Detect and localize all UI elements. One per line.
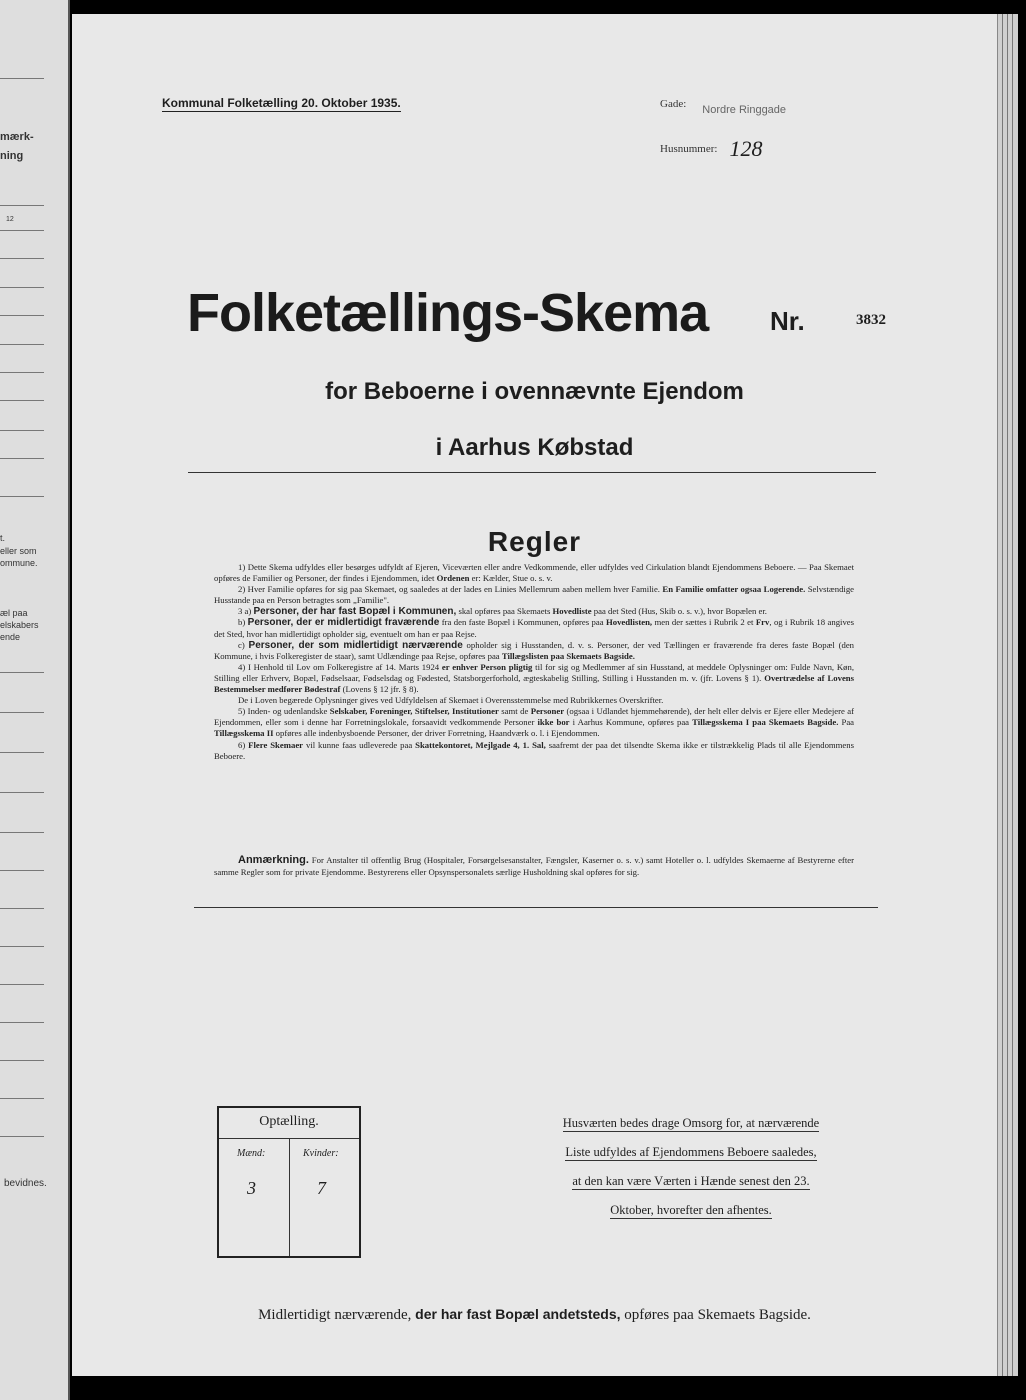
rule-line (0, 496, 44, 497)
footer-part: opføres paa Skemaets Bagside. (624, 1307, 811, 1323)
rule-line (0, 984, 44, 985)
rule-line (0, 870, 44, 871)
rule-5: 5) Inden- og udenlandske Selskaber, Foreninger, Stiftelser, Institutioner samt de Personer (ogsaa i Udlandet hjemmehørende), der helt eller delvis er Ejere eller Medejere af Ejendommen, eller som i denne har Forretningslokale, forsaavidt vedkommende Personer ikke bor i Aarhus Kommune, opføres paa Tillægsskema I paa Skemaets Bagside. Paa Tillægsskema II opføres alle indenbysboende Personer, der driver Forretning, Haandværk o. l. i Ejendommen. (214, 706, 855, 739)
left-facing-page (0, 0, 70, 1400)
street-value: Nordre Ringgade (702, 104, 787, 116)
rule-line (0, 752, 44, 753)
rule-line (0, 230, 44, 231)
rule-line (0, 344, 44, 345)
footer-note (72, 1306, 997, 1324)
edge-line (1002, 14, 1003, 1376)
rule-line (0, 712, 44, 713)
form-nr-label: Nr. (770, 306, 805, 336)
rule-line (0, 672, 44, 673)
men-count: 3 (247, 1178, 256, 1198)
footer-part: Midlertidigt nærværende, (258, 1307, 412, 1323)
rule-line (0, 372, 44, 373)
rules-heading: Regler (487, 526, 582, 557)
form-subtitle: for Beboerne i ovennævnte Ejendom (325, 378, 744, 405)
rule-line (0, 1136, 44, 1137)
rule-line (0, 1022, 44, 1023)
count-caption: Optælling. (259, 1114, 319, 1129)
rule-line (0, 908, 44, 909)
house-number-field (660, 132, 820, 161)
note-text: For Anstalter til offentlig Brug (Hospitaler, Forsørgelsesanstalter, Fængsler, Kaserner o. s. v.) samt Hoteller o. l. udfyldes Skemaerne af Bestyrerne efter samme Regler som for private Ejendomme. Bestyrerens eller Opsynspersonalets særlige Husholdning skal opføres for sig. (214, 855, 854, 877)
rule-4: 4) I Henhold til Lov om Folkeregistre af 14. Marts 1924 er enhver Person pligtig til for sig og Medlemmer af sin Husstand, at meddele Oplysninger om: Fulde Navn, Køn, Stilling eller Erhverv, Bopæl, Fødselsaar, Fødselsdag og Fødested, Statsborgerforhold, ægteskabelig Stilling, Stilling i Husstanden m. v. (jfr. Lovens § 1). Overtrædelse af Lovens Bestemmelser medfører Bødestraf (Lovens § 12 jfr. § 8). (214, 661, 855, 695)
street-label: Gade: (660, 98, 687, 110)
rule-line (0, 1060, 44, 1061)
divider (188, 472, 876, 473)
fragment: 12 (6, 216, 14, 223)
edge-line (1012, 14, 1013, 1376)
rule-line (0, 258, 44, 259)
house-number-value: 128 (729, 136, 763, 161)
edge-line (1007, 14, 1008, 1376)
rule-3c: c) Personer, der som midlertidigt nærværende opholder sig i Husstanden, d. v. s. Personer, der ved Tællingen er fraværende fra deres faste Bopæl (den Kommune, i hvis Folkeregister de staar), samt Udlændinge paa Rejse, opføres paa Tillægslisten paa Skemaets Bagside. (214, 639, 855, 661)
rule-line (0, 430, 44, 431)
rule-line (0, 458, 44, 459)
house-number-label: Husnummer: (660, 143, 718, 155)
rule-line (0, 287, 44, 288)
fragment: ommune. (0, 558, 38, 568)
form-title: Folketællings-Skema (187, 283, 709, 343)
footer-emphasis: der har fast Bopæl andetsteds, (415, 1306, 621, 1322)
fragment: ende (0, 632, 21, 642)
landlord-note-line: Liste udfyldes af Ejendommens Beboere saaledes, (565, 1145, 817, 1159)
volume-edge (997, 14, 1018, 1376)
divider (194, 907, 878, 908)
fragment: elskabers (0, 620, 39, 630)
rule-line (0, 1098, 44, 1099)
landlord-note-line: Oktober, hvorefter den afhentes. (610, 1203, 772, 1217)
rules-text (214, 562, 854, 762)
rule-1: 1) Dette Skema udfyldes eller besørges udfyldt af Ejeren, Viceværten eller andre Vedkommende, eller udfyldes ved Cirkulation blandt Ejendommens Beboere. — Paa Skemaet opføres de Familier og Personer, der findes i Ejendommen, idet Ordenen er: Kælder, Stue o. s. v. (214, 562, 854, 584)
rule-line (0, 400, 44, 401)
rule-2: 2) Hver Familie opføres for sig paa Skemaet, og saaledes at der lades en Linies Mellemrum aaben mellem hver Familie. En Familie omfatter ogsaa Logerende. Selvstændige Husstande paa en Person betragtes som „Familie". (214, 584, 855, 606)
fragment: æl paa (0, 608, 28, 618)
women-count: 7 (317, 1178, 326, 1198)
form-location: i Aarhus Købstad (435, 434, 634, 461)
rule-6: 6) Flere Skemaer vil kunne faas udleverede paa Skattekontoret, Mejlgade 4, 1. Sal, saafremt der paa det tilsendte Skema ikke er tilstrækkelig Plads til alle Ejendommens Beboere. (214, 739, 855, 761)
note-paragraph (214, 854, 854, 878)
fragment: t. (0, 533, 6, 543)
count-box (217, 1106, 361, 1258)
rule-line (0, 946, 44, 947)
rule-line (0, 205, 44, 206)
landlord-note-line: at den kan være Værten i Hænde senest den 23. (572, 1174, 810, 1188)
rule-4-note: De i Loven begærede Oplysninger gives ved Udfyldelsen af Skemaet i Overensstemmelse med Rubrikkernes Overskrifter. (238, 695, 664, 706)
women-label: Kvinder: (303, 1148, 339, 1159)
rule-3b: b) Personer, der er midlertidigt fraværende fra den faste Bopæl i Kommunen, opføres paa Hovedlisten, men der sættes i Rubrik 2 et Frv, og i Rubrik 18 angives det Sted, hvor han midlertidigt opholder sig, eventuelt om han er paa Rejse. (214, 617, 855, 639)
rule-line (0, 792, 44, 793)
landlord-note (522, 1109, 860, 1225)
count-box-divider (289, 1138, 290, 1256)
rule-line (0, 78, 44, 79)
rule-line (0, 315, 44, 316)
men-label: Mænd: (237, 1148, 266, 1159)
rule-3a: 3 a) Personer, der har fast Bopæl i Kommunen, skal opføres paa Skemaets Hovedliste paa det Sted (Hus, Skib o. s. v.), hvor Bopælen er. (238, 606, 767, 618)
landlord-note-line: Husværten bedes drage Omsorg for, at nærværende (562, 1116, 820, 1130)
fragment: eller som (0, 546, 37, 556)
rule-line (0, 832, 44, 833)
street-field (660, 94, 820, 116)
form-number: 3832 (856, 312, 886, 328)
census-heading: Kommunal Folketælling 20. Oktober 1935. (162, 96, 401, 110)
note-label: Anmærkning. (238, 854, 309, 866)
fragment: mærk- (0, 131, 34, 143)
fragment: bevidnes. (4, 1178, 47, 1189)
census-form-page (72, 14, 997, 1376)
fragment: ning (0, 150, 24, 162)
